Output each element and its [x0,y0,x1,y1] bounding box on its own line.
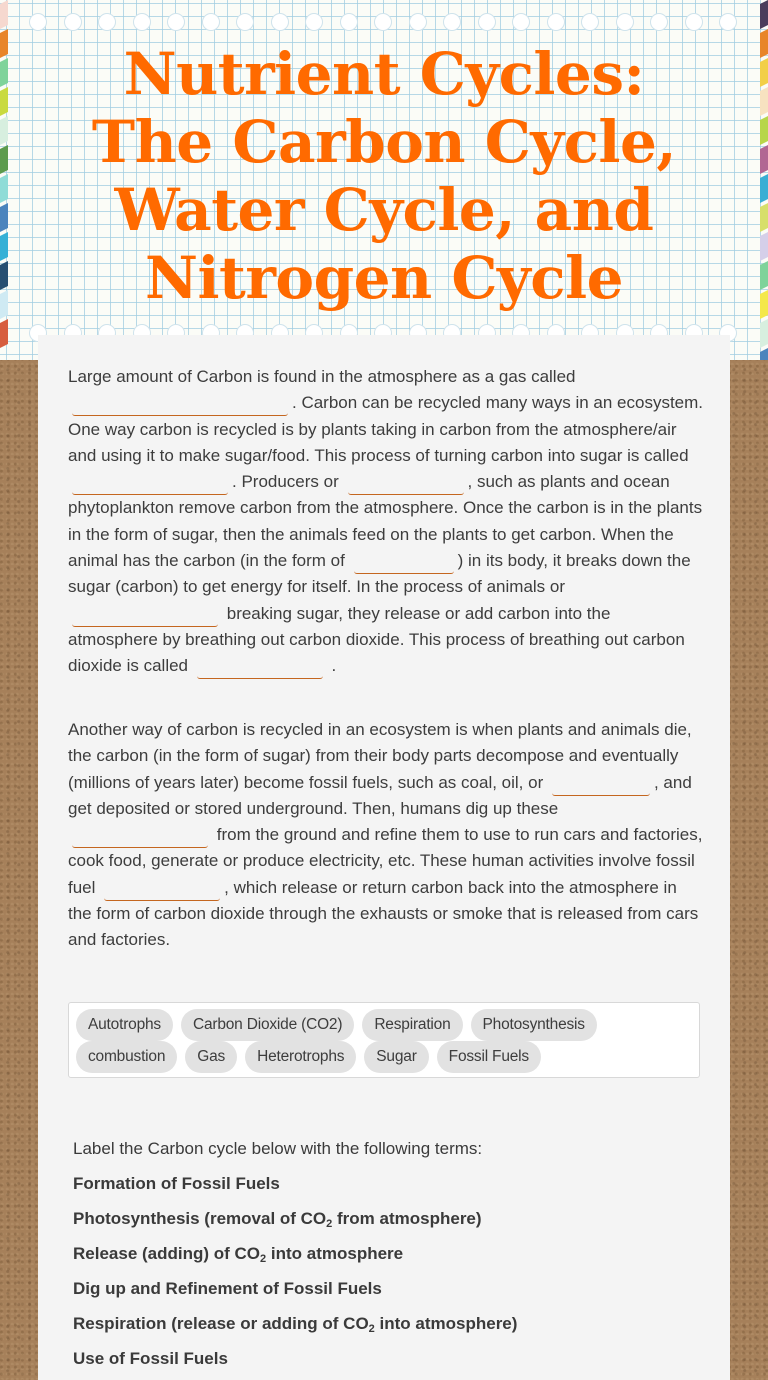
strip-segment [0,290,8,319]
passage-text: breaking sugar, they release or add carbon into the atmosphere by breathing out carbon dioxide. This process of breathing out carbon dioxide is called [68,603,685,676]
strip-segment [760,29,768,58]
binder-hole [202,13,220,31]
strip-segment [760,87,768,116]
binder-hole [512,13,530,31]
word-chip-carbon-dioxide[interactable]: Carbon Dioxide (CO2) [181,1009,354,1041]
label-term [73,1243,693,1278]
passage-text: ) in its body, it breaks down the sugar (carbon) to get energy for itself. In the process of animals or [68,551,691,597]
binder-hole [478,13,496,31]
blank-drop-zone-2[interactable] [72,475,228,495]
label-intro: Label the Carbon cycle below with the following terms: [73,1139,483,1158]
label-term [73,1278,693,1313]
term-text: Respiration (release or adding of CO [73,1314,369,1333]
strip-segment [760,232,768,261]
blank-drop-zone-7[interactable] [552,776,650,796]
passage-paragraph-2 [68,717,704,954]
strip-segment [760,174,768,203]
blank-drop-zone-8[interactable] [72,828,208,848]
header-banner [0,0,768,360]
term-text: from atmosphere) [332,1209,482,1228]
strip-segment [760,290,768,319]
strip-segment [760,261,768,290]
binder-hole [581,13,599,31]
binder-hole [409,13,427,31]
binder-hole [685,13,703,31]
term-text: Use of Fossil Fuels [73,1349,228,1368]
label-instructions [73,1138,693,1380]
strip-segment [0,174,8,203]
strip-segment [0,29,8,58]
binder-hole [650,13,668,31]
binder-hole [305,13,323,31]
left-color-strip [0,0,8,360]
word-chip-combustion[interactable]: combustion [76,1041,177,1073]
binder-hole [133,13,151,31]
blank-drop-zone-9[interactable] [104,881,220,901]
term-subscript: 2 [326,1218,333,1230]
blank-drop-zone-6[interactable] [197,659,323,679]
term-subscript: 2 [260,1253,267,1265]
term-text: Release (adding) of CO [73,1244,261,1263]
word-chip-respiration[interactable]: Respiration [362,1009,462,1041]
strip-segment [0,145,8,174]
binder-hole [616,13,634,31]
binder-hole [98,13,116,31]
strip-segment [760,203,768,232]
binder-hole [64,13,82,31]
word-chip-heterotrophs[interactable]: Heterotrophs [245,1041,356,1073]
passage-text: . [331,656,337,676]
strip-segment [0,261,8,290]
blank-drop-zone-1[interactable] [72,396,288,416]
term-text: Dig up and Refinement of Fossil Fuels [73,1279,382,1298]
term-text: into atmosphere [266,1244,404,1263]
right-color-strip [760,0,768,360]
passage-text: Large amount of Carbon is found in the atmosphere as a gas called [68,367,576,386]
strip-segment [0,203,8,232]
strip-segment [0,116,8,145]
binder-hole [340,13,358,31]
word-chip-sugar[interactable]: Sugar [364,1041,428,1073]
term-text: Photosynthesis (removal of CO [73,1209,327,1228]
passage-text: , such as plants and ocean phytoplankton remove carbon from the atmosphere. Once the carbon is in the plants in the form of sugar, then the animals feed on the plants to get carbon. When the animal has the carbon (in the form of [68,472,703,571]
passage-text: . Producers or [232,472,339,492]
word-chip-fossil-fuels[interactable]: Fossil Fuels [437,1041,541,1073]
worksheet-card [38,335,730,1380]
word-chip-autotrophs[interactable]: Autotrophs [76,1009,173,1041]
blank-drop-zone-4[interactable] [354,554,454,574]
blank-drop-zone-3[interactable] [348,475,464,495]
binder-hole [29,13,47,31]
word-chip-photosynthesis[interactable]: Photosynthesis [471,1009,597,1041]
strip-segment [760,348,768,360]
label-term [73,1208,693,1243]
binder-hole [547,13,565,31]
label-term [73,1348,693,1380]
term-text: Formation of Fossil Fuels [73,1174,280,1193]
label-term [73,1173,693,1208]
blank-drop-zone-5[interactable] [72,607,218,627]
passage-text: , which release or return carbon back into the atmosphere in the form of carbon dioxide through the exhausts or smoke that is released from cars and factories. [68,877,699,950]
binder-hole [719,13,737,31]
page-title: Nutrient Cycles: The Carbon Cycle, Water Cycle, and Nitrogen Cycle [91,40,677,312]
passage-paragraph-1 [68,364,704,680]
binder-hole [443,13,461,31]
word-bank [68,1002,700,1078]
passage-text: . Carbon can be recycled many ways in an ecosystem. One way carbon is recycled is by plants taking in carbon from the atmosphere/air and using it to make sugar/food. This process of turning carbon into sugar is called [68,393,704,465]
binder-holes-top [0,13,768,33]
binder-hole [374,13,392,31]
binder-hole [271,13,289,31]
binder-hole [167,13,185,31]
strip-segment [760,116,768,145]
binder-hole [236,13,254,31]
label-term [73,1313,693,1348]
strip-segment [0,232,8,261]
strip-segment [0,58,8,87]
term-subscript: 2 [368,1323,375,1335]
passage-text: Another way of carbon is recycled in an ecosystem is when plants and animals die, the carbon (in the form of sugar) from their body parts decompose and eventually (millions of years later) become fossil fuels, such as coal, oil, or [68,720,692,792]
passage-text: from the ground and refine them to use to run cars and factories, cook food, generate or produce electricity, etc. These human activities involve fossil fuel [68,825,703,897]
strip-segment [760,58,768,87]
strip-segment [760,145,768,174]
word-chip-gas[interactable]: Gas [185,1041,237,1073]
term-text: into atmosphere) [374,1314,518,1333]
strip-segment [0,87,8,116]
passage-text: , and get deposited or stored underground. Then, humans dig up these [68,772,692,818]
